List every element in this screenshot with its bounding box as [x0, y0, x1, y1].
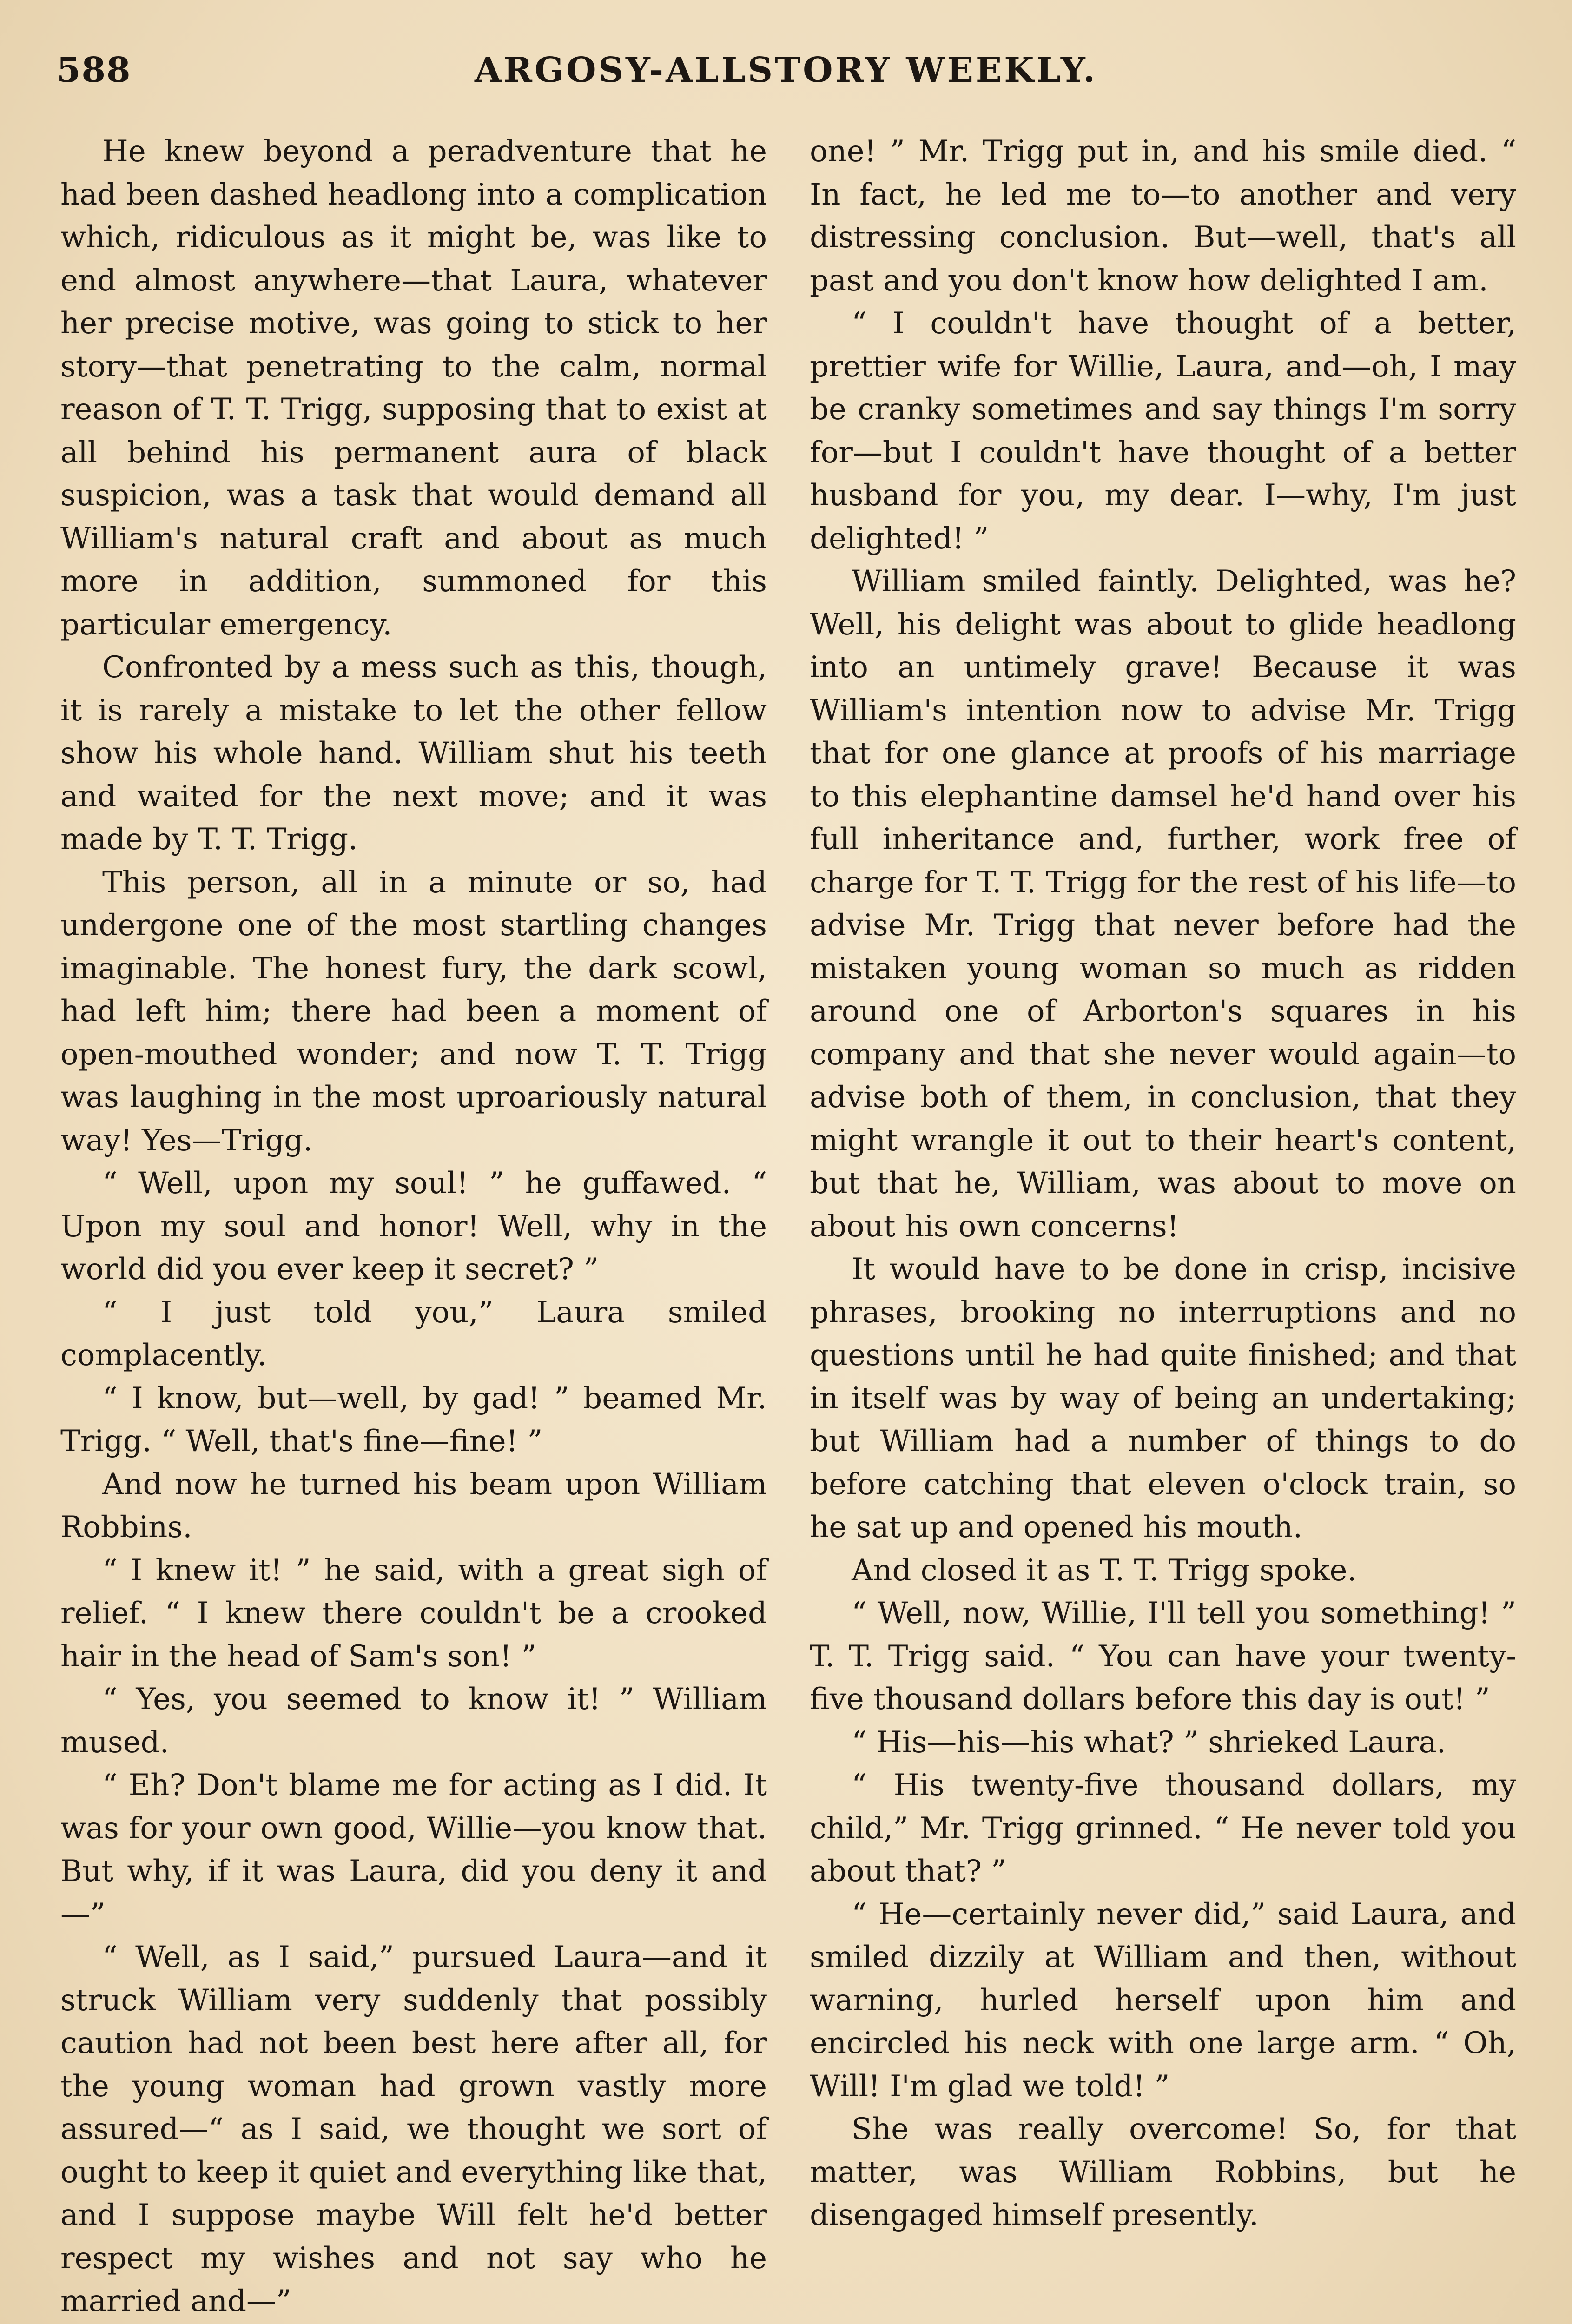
running-head: ARGOSY-ALLSTORY WEEKLY.	[475, 50, 1097, 90]
page-number: 588	[57, 50, 132, 90]
paragraph: She was really overcome! So, for that matter, was William Robbins, but he disengaged himself presently.	[810, 2112, 1516, 2232]
paragraph: William smiled faintly. Delighted, was he? Well, his delight was about to glide headlong into an untimely grave! Because it was William's intention now to advise Mr. Trigg that for one glance at proofs of his marriage to this elephantine damsel he'd hand over his full inheritance and, further, work free of charge for T. T. Trigg for the rest of his life—to advise Mr. Trigg that never before had the mistaken young woman so much as ridden around one of Arborton's squares in his company and that she never would again—to advise both of them, in conclusion, that they might wrangle it out to their heart's content, but that he, William, was about to move on about his own concerns!	[810, 564, 1516, 1244]
page-header	[57, 50, 1515, 106]
paragraph: “ I know, but—well, by gad! ” beamed Mr. Trigg. “ Well, that's fine—fine! ”	[60, 1381, 767, 1459]
paragraph: He knew beyond a peradventure that he had been dashed headlong into a complication which, ridiculous as it might be, was like to end almost anywhere—that Laura, whatever her precise motive, was going to stick to her story—that penetrating to the calm, normal reason of T. T. Trigg, supposing that to exist at all behind his permanent aura of black suspicion, was a task that would demand all William's natural craft and about as much more in addition, summoned for this particular emergency.	[60, 134, 767, 642]
paragraph: “ Well, now, Willie, I'll tell you something! ” T. T. Trigg said. “ You can have your twenty-five thousand dollars before this day is out! ”	[810, 1596, 1516, 1717]
paragraph: “ I knew it! ” he said, with a great sigh of relief. “ I knew there couldn't be a crooked hair in the head of Sam's son! ”	[60, 1553, 767, 1674]
paragraph: This person, all in a minute or so, had undergone one of the most startling changes imaginable. The honest fury, the dark scowl, had left him; there had been a moment of open-mouthed wonder; and now T. T. Trigg was laughing in the most uproariously natural way! Yes—Trigg.	[60, 865, 767, 1158]
right-column	[810, 130, 1516, 2237]
paragraph: And now he turned his beam upon William Robbins.	[60, 1467, 767, 1545]
paragraph: “ He—certainly never did,” said Laura, and smiled dizzily at William and then, without warning, hurled herself upon him and encircled his neck with one large arm. “ Oh, Will! I'm glad we told! ”	[810, 1897, 1516, 2104]
paragraph: “ I couldn't have thought of a better, prettier wife for Willie, Laura, and—oh, I may be cranky sometimes and say things I'm sorry for—but I couldn't have thought of a better husband for you, my dear. I—why, I'm just delighted! ”	[810, 306, 1516, 556]
paragraph: “ His twenty-five thousand dollars, my child,” Mr. Trigg grinned. “ He never told you about that? ”	[810, 1768, 1516, 1888]
paragraph: Confronted by a mess such as this, though, it is rarely a mistake to let the other fellow show his whole hand. William shut his teeth and waited for the next move; and it was made by T. T. Trigg.	[60, 650, 767, 857]
left-column	[60, 130, 767, 2324]
paragraph: It would have to be done in crisp, incisive phrases, brooking no interruptions and no questions until he had quite finished; and that in itself was by way of being an undertaking; but William had a number of things to do before catching that eleven o'clock train, so he sat up and opened his mouth.	[810, 1252, 1516, 1545]
paragraph: “ Well, as I said,” pursued Laura—and it struck William very suddenly that possibly caution had not been best here after all, for the young woman had grown vastly more assured—“ as I said, we thought we sort of ought to keep it quiet and everything like that, and I suppose maybe Will felt he'd better respect my wishes and not say who he married and—”	[60, 1940, 767, 2318]
paragraph-continuation: one! ” Mr. Trigg put in, and his smile died. “ In fact, he led me to—to another and very distressing conclusion. But—well, that's all past and you don't know how delighted I am.	[810, 134, 1516, 298]
paragraph: “ I just told you,” Laura smiled complacently.	[60, 1295, 767, 1373]
paragraph: And closed it as T. T. Trigg spoke.	[852, 1553, 1357, 1588]
paragraph: “ Eh? Don't blame me for acting as I did. It was for your own good, Willie—you know that. But why, if it was Laura, did you deny it and—”	[60, 1768, 767, 1932]
paragraph: “ Yes, you seemed to know it! ” William mused.	[60, 1682, 767, 1760]
paragraph: “ His—his—his what? ” shrieked Laura.	[852, 1725, 1447, 1760]
paragraph: “ Well, upon my soul! ” he guffawed. “ Upon my soul and honor! Well, why in the world did you ever keep it secret? ”	[60, 1166, 767, 1287]
